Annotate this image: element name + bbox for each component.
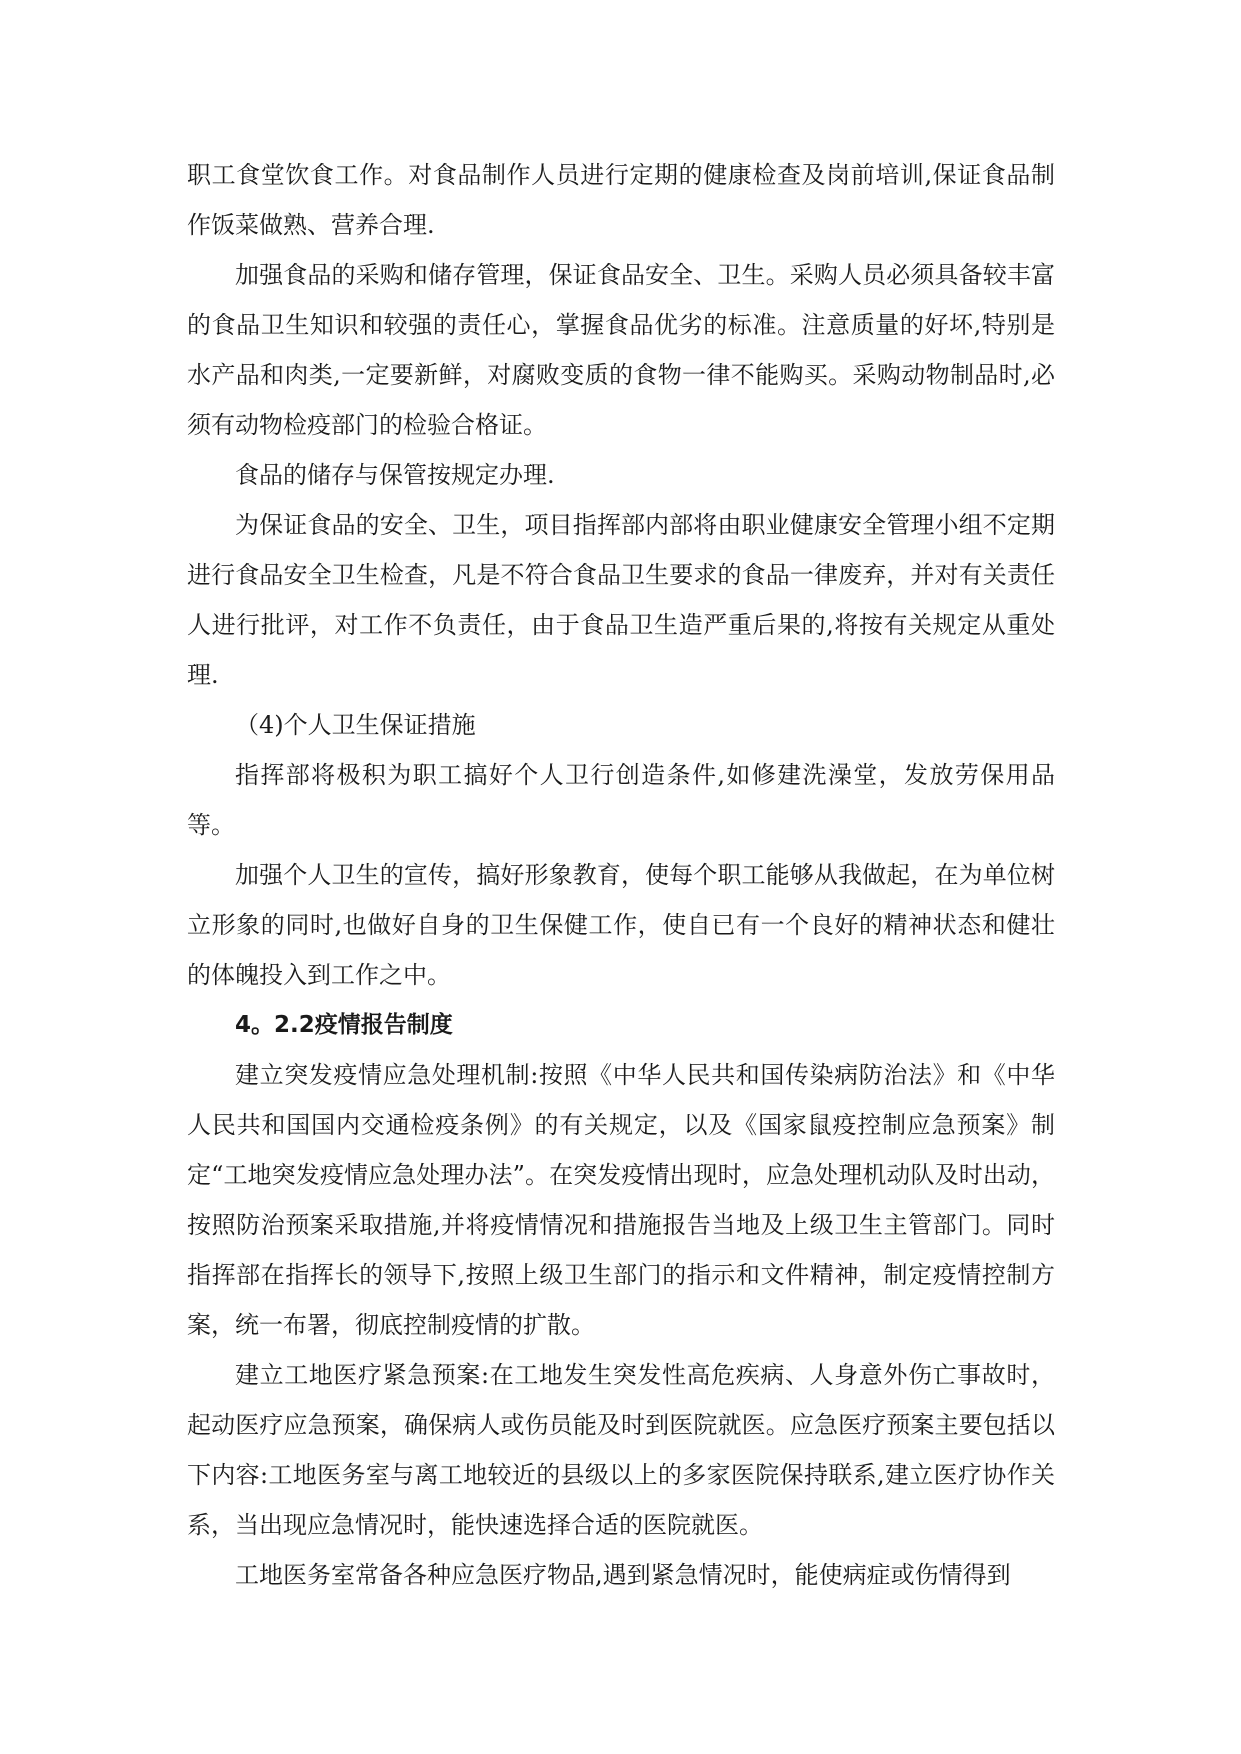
subheading-personal-hygiene: （4)个人卫生保证措施 <box>235 711 476 739</box>
paragraph-food-procurement: 加强食品的采购和储存管理，保证食品安全、卫生。采购人员必须具备较丰富的食品卫生知识和较强的责任心，掌握食品优劣的标准。注意质量的好坏,特别是水产品和肉类,一定要新鲜，对腐败变质的食物一律不能购买。采购动物制品时,必须有动物检疫部门的检验合格证。 <box>187 261 1055 439</box>
paragraph-medical-supplies: 工地医务室常备各种应急医疗物品,遇到紧急情况时，能使病症或伤情得到 <box>235 1561 1011 1589</box>
paragraph-hygiene-education: 加强个人卫生的宣传，搞好形象教育，使每个职工能够从我做起，在为单位树立形象的同时,也做好自身的卫生保健工作，使自已有一个良好的精神状态和健壮的体魄投入到工作之中。 <box>187 861 1055 989</box>
paragraph-hygiene-conditions: 指挥部将极积为职工搞好个人卫行创造条件,如修建洗澡堂，发放劳保用品等。 <box>187 761 1055 839</box>
paragraph-food-inspection: 为保证食品的安全、卫生，项目指挥部内部将由职业健康安全管理小组不定期进行食品安全卫生检查，凡是不符合食品卫生要求的食品一律废弃，并对有关责任人进行批评，对工作不负责任，由于食品卫生造严重后果的,将按有关规定从重处理. <box>187 511 1055 689</box>
paragraph-canteen-continued: 职工食堂饮食工作。对食品制作人员进行定期的健康检查及岗前培训,保证食品制作饭菜做熟、营养合理. <box>187 161 1055 239</box>
section-heading-epidemic-reporting: 4。2.2疫情报告制度 <box>235 1012 453 1038</box>
document-body <box>187 150 1055 1600</box>
paragraph-epidemic-mechanism: 建立突发疫情应急处理机制:按照《中华人民共和国传染病防治法》和《中华人民共和国国内交通检疫条例》的有关规定，以及《国家鼠疫控制应急预案》制定“工地突发疫情应急处理办法”。在突发疫情出现时，应急处理机动队及时出动，按照防治预案采取措施,并将疫情情况和措施报告当地及上级卫生主管部门。同时指挥部在指挥长的领导下,按照上级卫生部门的指示和文件精神，制定疫情控制方案，统一布署，彻底控制疫情的扩散。 <box>187 1061 1055 1339</box>
paragraph-medical-emergency-plan: 建立工地医疗紧急预案:在工地发生突发性高危疾病、人身意外伤亡事故时，起动医疗应急预案，确保病人或伤员能及时到医院就医。应急医疗预案主要包括以下内容:工地医务室与离工地较近的县级以上的多家医院保持联系,建立医疗协作关系，当出现应急情况时，能快速选择合适的医院就医。 <box>187 1361 1055 1539</box>
paragraph-food-storage: 食品的储存与保管按规定办理. <box>235 461 555 489</box>
